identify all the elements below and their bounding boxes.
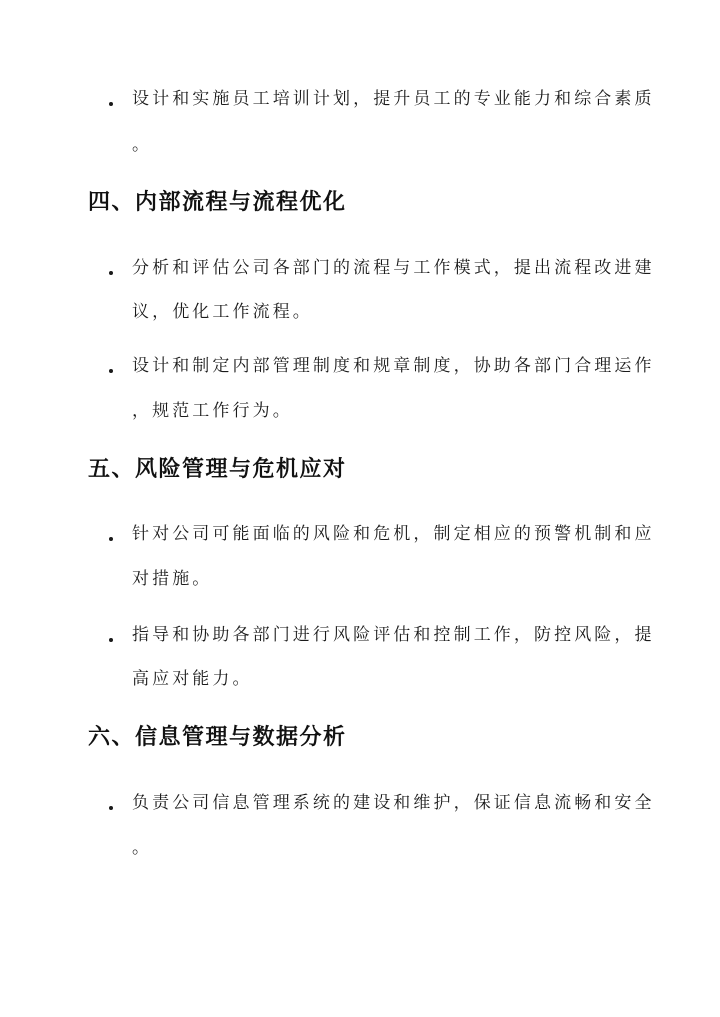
- bullet-icon: [109, 537, 113, 541]
- list-item-text-line2: 对措施。: [132, 569, 213, 589]
- list-item-text-line2: 。: [132, 838, 153, 858]
- list-item-text-line1: 指导和协助各部门进行风险评估和控制工作，防控风险，提: [132, 625, 655, 645]
- list-item-text-line1: 针对公司可能面临的风险和危机，制定相应的预警机制和应: [132, 524, 655, 544]
- section-heading: 六、信息管理与数据分析: [88, 724, 347, 750]
- section-heading: 五、风险管理与危机应对: [88, 456, 347, 482]
- bullet-icon: [109, 271, 113, 275]
- list-item: [0, 792, 720, 892]
- section-heading: 四、内部流程与流程优化: [88, 189, 347, 215]
- list-item: [0, 523, 720, 623]
- bullet-icon: [109, 806, 113, 810]
- bullet-icon: [109, 638, 113, 642]
- list-item-text-line2: ，规范工作行为。: [132, 401, 293, 421]
- list-item-text-line1: 设计和制定内部管理制度和规章制度，协助各部门合理运作: [132, 356, 655, 376]
- list-item-text-line2: 高应对能力。: [132, 669, 253, 689]
- list-item: [0, 355, 720, 455]
- list-item-text-line2: 议，优化工作流程。: [132, 302, 313, 322]
- list-item: [0, 257, 720, 357]
- list-item-text-line1: 负责公司信息管理系统的建设和维护，保证信息流畅和安全: [132, 793, 655, 813]
- list-item: [0, 624, 720, 724]
- list-item-text-line2: 。: [132, 135, 153, 155]
- list-item: [0, 88, 720, 188]
- list-item-text-line1: 分析和评估公司各部门的流程与工作模式，提出流程改进建: [132, 258, 655, 278]
- bullet-icon: [109, 102, 113, 106]
- list-item-text-line1: 设计和实施员工培训计划，提升员工的专业能力和综合素质: [132, 89, 655, 109]
- bullet-icon: [109, 369, 113, 373]
